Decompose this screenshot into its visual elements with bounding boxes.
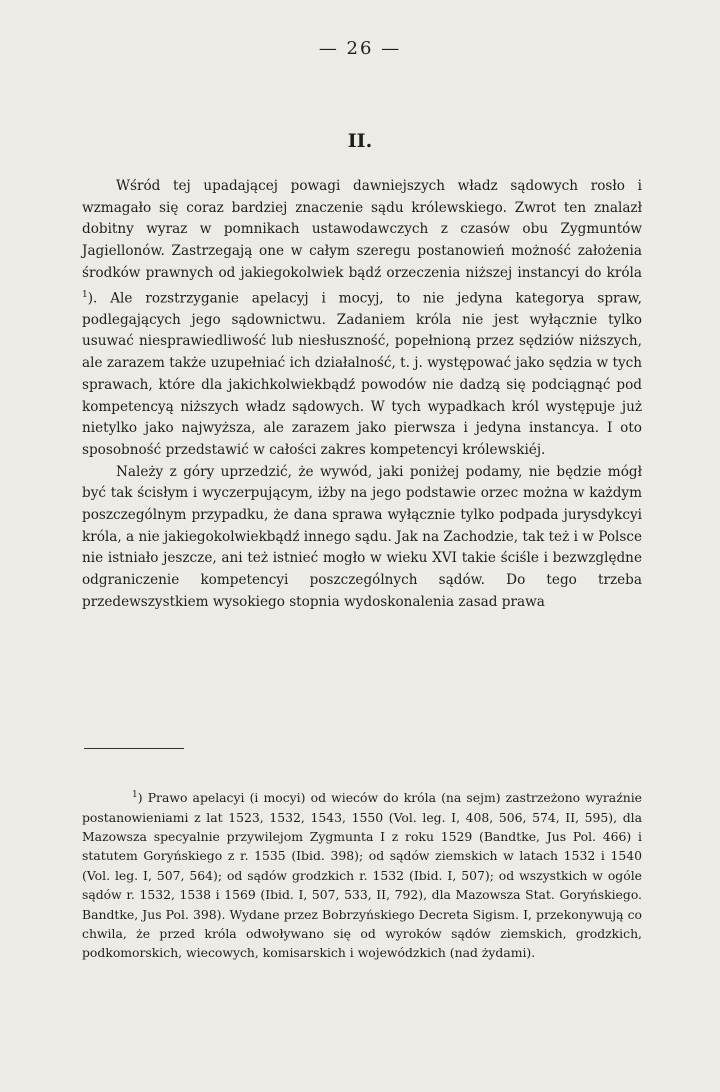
paragraph-1 [82, 176, 642, 462]
main-text [82, 176, 642, 614]
section-heading: II. [347, 130, 373, 152]
paragraph-2: Należy z góry uprzedzić, że wywód, jaki poniżej podamy, nie będzie mógł być tak ścisłym i wyczerpującym, iżby na jego podstawie orzec można w każdym poszczególnym przypadku, że dana sprawa wyłącznie tylko podpada jurysdykcyi króla, a nie jakiegokolwiekbądź innego sądu. Jak na Zachodzie, tak też i w Polsce nie istniało jeszcze, ani też istnieć mogło w wieku XVI takie ściśle i bezwzględne odgraniczenie kompetencyi poszczególnych sądów. Do tego trzeba przedewszystkiem wysokiego stopnia wydoskonalenia zasad prawa [82, 463, 642, 610]
footnote-reference: 1 [82, 289, 88, 300]
footnote [82, 786, 642, 963]
footnote-mark: 1 [132, 790, 138, 800]
footnote-text: ) Prawo apelacyi (i mocyi) od wieców do króla (na sejm) zastrzeżono wyraźnie postanowieniami z lat 1523, 1532, 1543, 1550 (Vol. leg. I, 408, 506, 574, II, 595), dla Mazowsza specyalnie przywilejom Zygmunta I z roku 1529 (Bandtke, Jus Pol. 466) i statutem Goryńskiego z r. 1535 (Ibid. 398); od sądów ziemskich w latach 1532 i 1540 (Vol. leg. I, 507, 564); od sądów grodzkich r. 1532 (Ibid. I, 507); od wszystkich w ogóle sądów r. 1532, 1538 i 1569 (Ibid. I, 507, 533, II, 792), dla Mazowsza Stat. Goryńskiego. Bandtke, Jus Pol. 398). Wydane przez Bobrzyńskiego Decreta Sigism. I, przekonywują co chwila, że przed króla odwoływano się od wyroków sądów ziemskich, grodzkich, podkomorskich, wiecowych, komisarskich i wojewódzkich (nad żydami). [82, 790, 642, 961]
paragraph-1-part-2: ). Ale rozstrzyganie apelacyj i mocyj, to nie jedyna kategorya spraw, podlegających jego sądownictwu. Zadaniem króla nie jest wyłącznie tylko usuwać niesprawiedliwość lub niesłuszność, popełnioną przez sędziów niższych, ale zarazem także uzupełniać ich działalność, t. j. występować jako sędzia w tych sprawach, które dla jakichkolwiekbądź powodów nie dadzą się podciągnąć pod kompetencyą niższych władz sądowych. W tych wypadkach król występuje już nietylko jako najwyższa, ale zarazem jako pierwsza i jedyna instancya. I oto sposobność przedstawić w całości zakres kompetencyi królewskiéj. [82, 290, 642, 458]
paragraph-1-part-1: Wśród tej upadającej powagi dawniejszych władz sądowych rosło i wzmagało się coraz bardziej znaczenie sądu królewskiego. Zwrot ten znalazł dobitny wyraz w pomnikach ustawodawczych z czasów obu Zygmuntów Jagiellonów. Zastrzegają one w całym szeregu postanowień możność założenia środków prawnych od jakiegokolwiek bądź orzeczenia niższej instancyi do króla [82, 178, 642, 281]
footnote-divider [84, 748, 184, 749]
page-number: — 26 — [318, 38, 402, 59]
